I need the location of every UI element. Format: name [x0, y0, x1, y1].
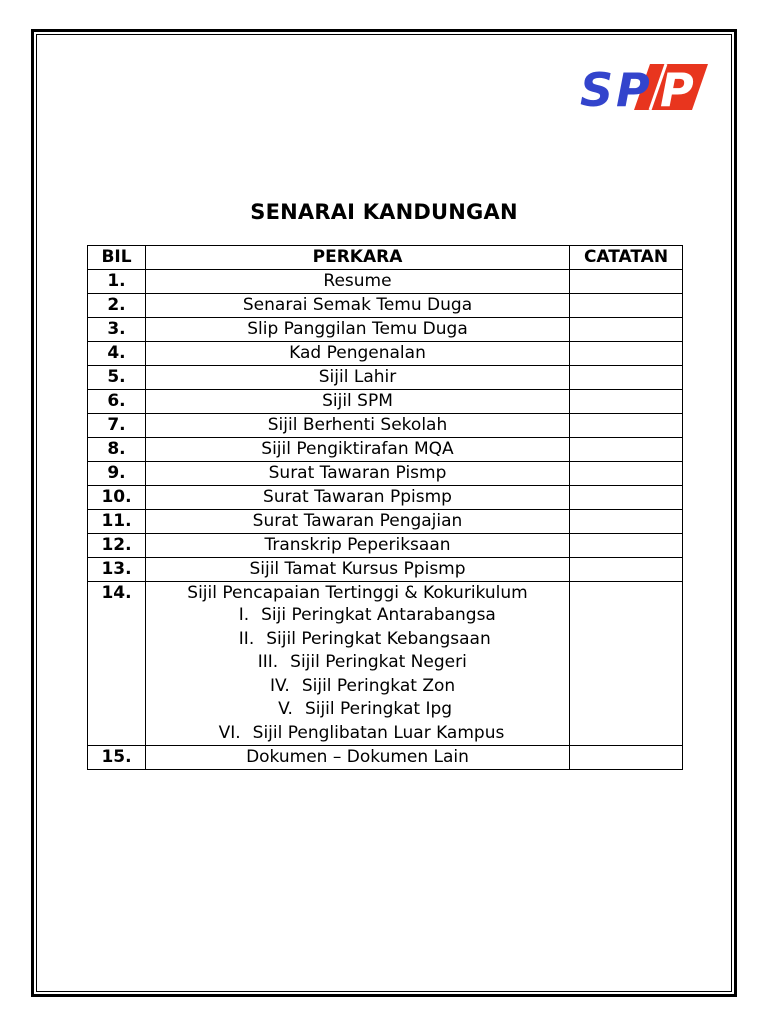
row-number: 9.	[88, 462, 146, 486]
row-number: 2.	[88, 294, 146, 318]
row-item: Sijil Berhenti Sekolah	[146, 414, 570, 438]
sub-item-number: V.	[278, 699, 293, 719]
sub-item	[146, 628, 569, 652]
row-number: 7.	[88, 414, 146, 438]
table-row	[88, 582, 683, 746]
sub-item-number: II.	[238, 628, 255, 649]
row-item: Sijil SPM	[146, 390, 570, 414]
header-bil: BIL	[88, 246, 146, 270]
row-note	[570, 270, 683, 294]
table-row	[88, 534, 683, 558]
sub-item-text: Siji Peringkat Antarabangsa	[261, 605, 496, 625]
row-note	[570, 582, 683, 746]
header-catatan: CATATAN	[570, 246, 683, 270]
table-row	[88, 414, 683, 438]
sub-item-number: III.	[257, 652, 279, 672]
table-row	[88, 366, 683, 390]
header-perkara: PERKARA	[146, 246, 570, 270]
row-item: Sijil Pengiktirafan MQA	[146, 438, 570, 462]
table-row	[88, 746, 683, 770]
sub-item	[146, 722, 569, 746]
sub-item-text: Sijil Peringkat Kebangsaan	[266, 628, 491, 649]
row-item: Sijil Tamat Kursus Ppismp	[146, 558, 570, 582]
table-row	[88, 390, 683, 414]
row-item: Resume	[146, 270, 570, 294]
row-number: 6.	[88, 390, 146, 414]
row-note	[570, 390, 683, 414]
row-number: 12.	[88, 534, 146, 558]
row-number: 5.	[88, 366, 146, 390]
svg-text:P: P	[616, 63, 650, 116]
row-number: 1.	[88, 270, 146, 294]
row-note	[570, 534, 683, 558]
row-item: Slip Panggilan Temu Duga	[146, 318, 570, 342]
row-number: 15.	[88, 746, 146, 770]
row-note	[570, 318, 683, 342]
row-item: Transkrip Peperiksaan	[146, 534, 570, 558]
table-row	[88, 342, 683, 366]
row-number: 11.	[88, 510, 146, 534]
table-header-row	[88, 246, 683, 270]
row-item: Kad Pengenalan	[146, 342, 570, 366]
sub-item-number: IV.	[269, 675, 290, 696]
table-row	[88, 438, 683, 462]
sub-item-text: Sijil Peringkat Negeri	[290, 652, 467, 672]
row-note	[570, 294, 683, 318]
table-row	[88, 462, 683, 486]
row-note	[570, 486, 683, 510]
row-item: Dokumen – Dokumen Lain	[146, 746, 570, 770]
sub-item-text: Sijil Peringkat Ipg	[304, 699, 453, 719]
sub-item	[146, 604, 569, 628]
row-item-title: Sijil Pencapaian Tertinggi & Kokurikulum	[187, 583, 528, 603]
sub-item	[146, 698, 569, 722]
sub-item	[146, 675, 569, 699]
table-row	[88, 558, 683, 582]
table-row	[88, 510, 683, 534]
row-note	[570, 438, 683, 462]
row-number: 13.	[88, 558, 146, 582]
row-item: Surat Tawaran Pismp	[146, 462, 570, 486]
sub-item-number: VI.	[218, 722, 241, 743]
row-note	[570, 746, 683, 770]
row-note	[570, 462, 683, 486]
contents-table	[87, 245, 683, 770]
svg-text:P: P	[660, 63, 694, 116]
row-item: Sijil Lahir	[146, 366, 570, 390]
row-item: Surat Tawaran Ppismp	[146, 486, 570, 510]
row-note	[570, 510, 683, 534]
row-note	[570, 414, 683, 438]
svg-text:S: S	[580, 63, 614, 116]
table-row	[88, 318, 683, 342]
row-item: Senarai Semak Temu Duga	[146, 294, 570, 318]
row-number: 10.	[88, 486, 146, 510]
page-title: SENARAI KANDUNGAN	[250, 200, 518, 224]
sub-item-number: I.	[238, 605, 250, 625]
row-item: Surat Tawaran Pengajian	[146, 510, 570, 534]
row-number: 14.	[88, 582, 146, 746]
row-note	[570, 366, 683, 390]
row-number: 3.	[88, 318, 146, 342]
row-note	[570, 558, 683, 582]
table-row	[88, 270, 683, 294]
table-row	[88, 486, 683, 510]
row-note	[570, 342, 683, 366]
table-row	[88, 294, 683, 318]
row-number: 4.	[88, 342, 146, 366]
sub-item	[146, 651, 569, 675]
row-item	[146, 582, 570, 746]
spp-logo	[580, 60, 710, 116]
row-number: 8.	[88, 438, 146, 462]
sub-item-text: Sijil Penglibatan Luar Kampus	[252, 722, 505, 743]
sub-item-text: Sijil Peringkat Zon	[301, 675, 456, 696]
